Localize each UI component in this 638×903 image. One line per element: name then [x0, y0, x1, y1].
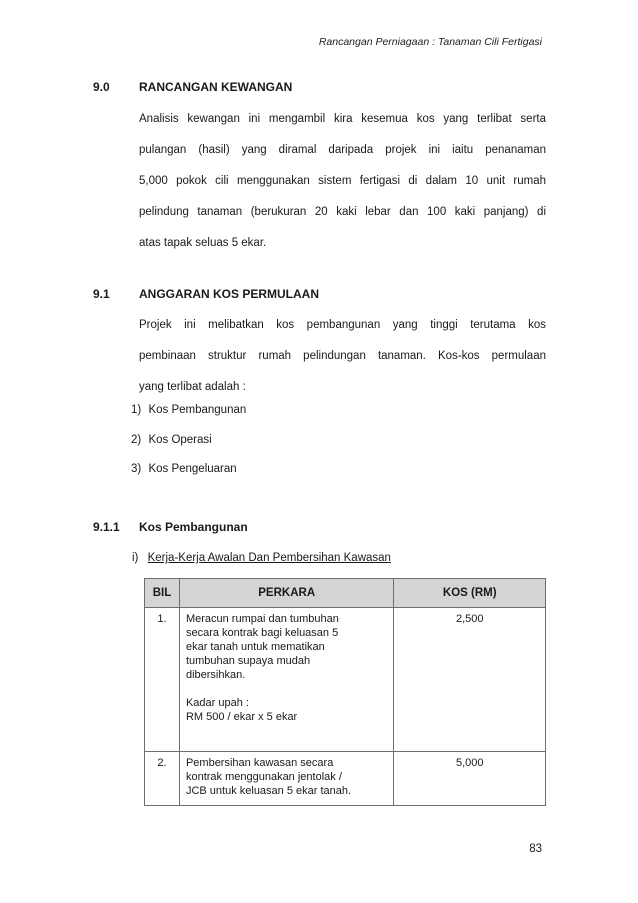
- paragraph-line: atas tapak seluas 5 ekar.: [139, 237, 267, 249]
- desc-line: tumbuhan supaya mudah: [185, 655, 311, 667]
- table-row: [145, 752, 546, 806]
- desc-line: RM 500 / ekar x 5 ekar: [185, 711, 298, 723]
- section-number-9-0: 9.0: [93, 80, 110, 94]
- column-header-perkara: PERKARA: [179, 579, 394, 608]
- desc-line: kontrak menggunakan jentolak /: [185, 771, 342, 783]
- cost-list-item: [131, 404, 246, 416]
- paragraph-line: pembinaan struktur rumah pelindungan tanaman. Kos-kos permulaan: [139, 350, 546, 362]
- cost-list-item: [131, 434, 212, 446]
- cell-kos: 5,000: [394, 752, 546, 806]
- subsection-item: [132, 552, 391, 564]
- cell-bil: 1.: [145, 608, 180, 752]
- list-marker: 3): [131, 463, 142, 475]
- subsection-title: Kerja-Kerja Awalan Dan Pembersihan Kawasan: [147, 552, 391, 564]
- desc-line: JCB untuk keluasan 5 ekar tanah.: [185, 785, 352, 797]
- section-number-9-1-1: 9.1.1: [93, 520, 120, 534]
- cost-list-item: [131, 463, 237, 475]
- section-9-0-paragraph: [139, 104, 546, 259]
- column-header-bil: BIL: [145, 579, 180, 608]
- paragraph-line: 5,000 pokok cili menggunakan sistem fertigasi di dalam 10 unit rumah: [139, 175, 546, 187]
- section-heading-kos-pembangunan: Kos Pembangunan: [139, 520, 248, 534]
- desc-line: Pembersihan kawasan secara: [185, 757, 334, 769]
- list-label: Kos Pembangunan: [148, 404, 247, 416]
- paragraph-line: pelindung tanaman (berukuran 20 kaki lebar dan 100 kaki panjang) di: [139, 206, 546, 218]
- section-number-9-1: 9.1: [93, 287, 110, 301]
- subsection-marker: i): [132, 552, 139, 564]
- cell-kos: 2,500: [394, 608, 546, 752]
- cell-perkara: [179, 608, 394, 752]
- running-header: Rancangan Perniagaan : Tanaman Cili Fertigasi: [318, 36, 542, 48]
- desc-line: secara kontrak bagi keluasan 5: [185, 627, 339, 639]
- desc-line-blank: [186, 682, 388, 696]
- section-9-1-paragraph: [139, 310, 546, 403]
- list-marker: 2): [131, 434, 142, 446]
- table-row: [145, 608, 546, 752]
- desc-line: Meracun rumpai dan tumbuhan: [185, 613, 339, 625]
- list-label: Kos Pengeluaran: [148, 463, 237, 475]
- cell-bil: 2.: [145, 752, 180, 806]
- desc-line: Kadar upah :: [185, 697, 249, 709]
- cost-table: [144, 578, 546, 806]
- list-label: Kos Operasi: [148, 434, 212, 446]
- column-header-kos: KOS (RM): [394, 579, 546, 608]
- page-number: 83: [529, 843, 542, 855]
- section-heading-rancangan-kewangan: RANCANGAN KEWANGAN: [139, 80, 293, 94]
- paragraph-line: pulangan (hasil) yang diramal daripada projek ini iaitu penanaman: [139, 144, 546, 156]
- paragraph-line: Projek ini melibatkan kos pembangunan yang tinggi terutama kos: [139, 319, 546, 331]
- desc-line: dibersihkan.: [185, 669, 246, 681]
- section-heading-anggaran-kos-permulaan: ANGGARAN KOS PERMULAAN: [139, 287, 319, 301]
- list-marker: 1): [131, 404, 142, 416]
- table-header-row: [145, 579, 546, 608]
- cell-perkara: [179, 752, 394, 806]
- paragraph-line: Analisis kewangan ini mengambil kira kesemua kos yang terlibat serta: [139, 113, 546, 125]
- paragraph-line: yang terlibat adalah :: [139, 381, 246, 393]
- desc-line: ekar tanah untuk mematikan: [185, 641, 325, 653]
